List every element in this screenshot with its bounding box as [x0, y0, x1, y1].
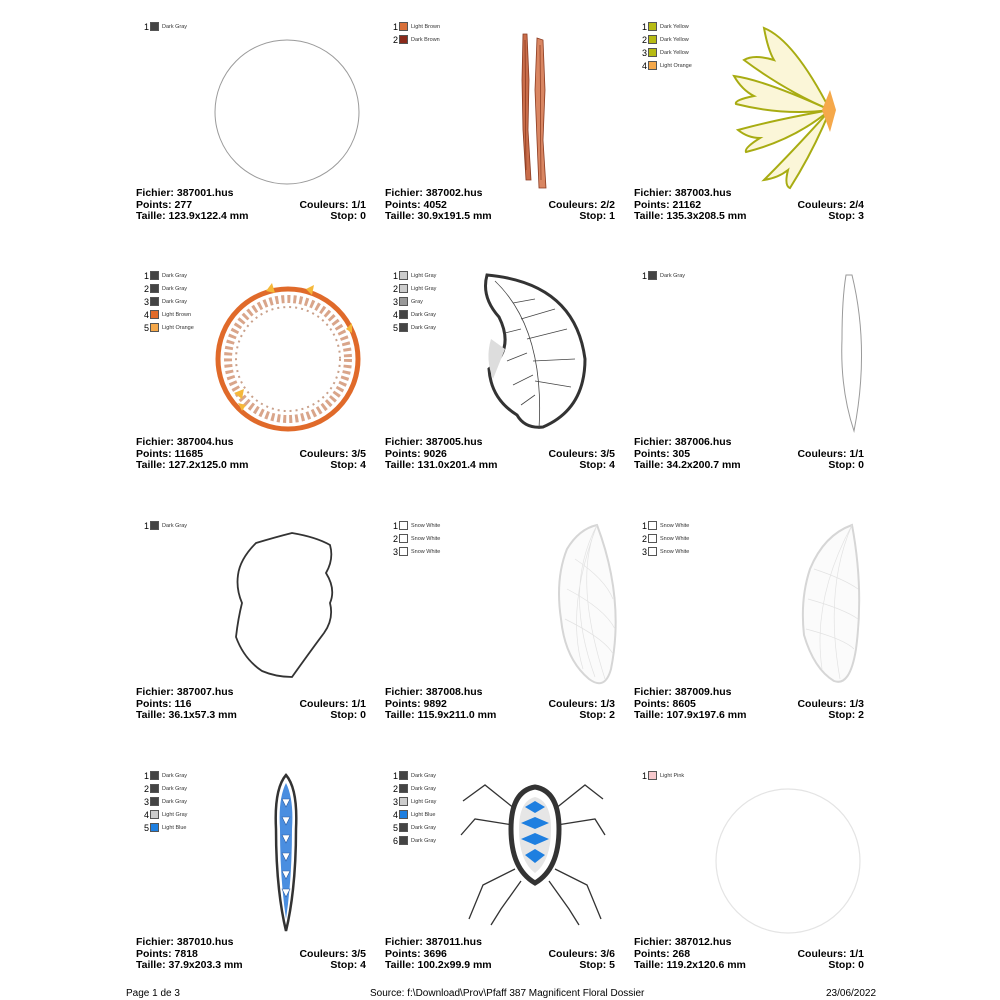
stop-count: Stop: 2: [579, 709, 615, 721]
thread-swatch: [648, 521, 657, 530]
palette-entry: [141, 20, 187, 33]
points-count: Points: 9026: [385, 447, 447, 460]
thread-swatch: [399, 534, 408, 543]
design-info: [385, 437, 615, 472]
palette-number: 1: [392, 770, 398, 781]
palette-entry: [390, 532, 440, 545]
colours-count: Couleurs: 1/1: [797, 447, 864, 460]
thread-name: Light Gray: [411, 285, 437, 292]
thread-name: Snow White: [411, 535, 441, 542]
thread-name: Light Blue: [411, 811, 436, 818]
design-cell-387007: [136, 509, 376, 749]
stop-count: Stop: 0: [330, 709, 366, 721]
thread-name: Dark Gray: [411, 324, 437, 331]
pale-circle-outline-design: [704, 769, 874, 939]
file-name: Fichier: 387006.hus: [634, 436, 732, 448]
points-count: Points: 9892: [385, 697, 447, 710]
palette-number: 2: [143, 283, 149, 294]
points-count: Points: 4052: [385, 198, 447, 211]
thread-name: Light Gray: [162, 811, 188, 818]
colours-count: Couleurs: 3/5: [299, 947, 366, 960]
thread-swatch: [150, 771, 159, 780]
thread-swatch: [399, 836, 408, 845]
thread-palette: [390, 20, 440, 46]
thread-palette: [141, 269, 194, 334]
stop-count: Stop: 4: [330, 459, 366, 471]
file-name: Fichier: 387010.hus: [136, 936, 234, 948]
palette-entry: [390, 834, 436, 847]
palette-number: 2: [392, 783, 398, 794]
palette-entry: [141, 295, 194, 308]
palette-entry: [141, 282, 194, 295]
points-count: Points: 11685: [136, 447, 204, 460]
palette-entry: [141, 795, 187, 808]
thread-swatch: [150, 271, 159, 280]
thread-swatch: [648, 547, 657, 556]
design-size: Taille: 100.2x99.9 mm: [385, 959, 492, 971]
points-count: Points: 305: [634, 447, 691, 460]
design-info: [385, 937, 615, 972]
palette-number: 4: [143, 809, 149, 820]
palette-number: 3: [392, 546, 398, 557]
file-name: Fichier: 387009.hus: [634, 686, 732, 698]
thread-swatch: [399, 271, 408, 280]
thread-name: Dark Gray: [162, 298, 188, 305]
palette-number: 5: [143, 322, 149, 333]
palette-number: 3: [143, 296, 149, 307]
thread-swatch: [150, 22, 159, 31]
thread-palette: [141, 769, 187, 834]
palette-entry: [390, 20, 440, 33]
thread-swatch: [648, 771, 657, 780]
file-name: Fichier: 387011.hus: [385, 936, 482, 948]
colours-count: Couleurs: 2/2: [548, 198, 615, 211]
design-cell-387004: [136, 259, 376, 499]
palette-number: 4: [392, 809, 398, 820]
design-info: [634, 687, 864, 722]
design-size: Taille: 127.2x125.0 mm: [136, 459, 249, 471]
design-cell-387012: [634, 759, 877, 999]
palette-number: 2: [392, 283, 398, 294]
thread-swatch: [399, 323, 408, 332]
wing-design-right: [704, 519, 874, 689]
design-size: Taille: 119.2x120.6 mm: [634, 959, 746, 971]
thread-name: Dark Gray: [162, 285, 188, 292]
palette-number: 2: [641, 34, 647, 45]
thread-swatch: [399, 297, 408, 306]
colours-count: Couleurs: 1/1: [299, 697, 366, 710]
thread-palette: [639, 20, 692, 72]
stop-count: Stop: 5: [579, 959, 615, 971]
palette-entry: [639, 769, 684, 782]
palette-entry: [639, 59, 692, 72]
palette-entry: [639, 545, 689, 558]
design-info: [385, 188, 615, 223]
thread-name: Dark Gray: [162, 798, 188, 805]
thread-swatch: [150, 810, 159, 819]
palette-entry: [141, 519, 187, 532]
design-cell-387005: [385, 259, 625, 499]
thread-palette: [639, 269, 685, 282]
thread-name: Snow White: [660, 522, 690, 529]
palette-entry: [141, 269, 194, 282]
design-info: [634, 437, 864, 472]
colours-count: Couleurs: 3/5: [548, 447, 615, 460]
design-info: [634, 937, 864, 972]
palette-number: 3: [641, 47, 647, 58]
palette-entry: [639, 33, 692, 46]
palette-number: 2: [392, 533, 398, 544]
palette-number: 5: [143, 822, 149, 833]
source-path: Source: f:\Download\Prov\Pfaff 387 Magnificent Floral Dossier: [370, 988, 645, 999]
thread-name: Dark Gray: [411, 785, 437, 792]
palette-number: 1: [641, 770, 647, 781]
thread-swatch: [648, 61, 657, 70]
thread-name: Snow White: [660, 548, 690, 555]
palette-number: 2: [143, 783, 149, 794]
palette-number: 1: [143, 21, 149, 32]
palette-entry: [639, 46, 692, 59]
palette-entry: [141, 769, 187, 782]
colours-count: Couleurs: 1/1: [797, 947, 864, 960]
file-name: Fichier: 387001.hus: [136, 187, 234, 199]
thread-swatch: [399, 521, 408, 530]
thread-palette: [639, 769, 684, 782]
thread-name: Dark Yellow: [660, 36, 689, 43]
palette-entry: [639, 532, 689, 545]
circle-outline-design: [206, 20, 376, 190]
stop-count: Stop: 0: [828, 959, 864, 971]
thread-name: Light Brown: [162, 311, 192, 318]
thread-swatch: [648, 534, 657, 543]
palette-number: 1: [143, 520, 149, 531]
design-size: Taille: 131.0x201.4 mm: [385, 459, 498, 471]
palette-number: 3: [143, 796, 149, 807]
thread-swatch: [648, 35, 657, 44]
palette-number: 3: [392, 296, 398, 307]
thread-swatch: [399, 284, 408, 293]
points-count: Points: 21162: [634, 198, 702, 211]
petal-fan-design: [704, 20, 874, 190]
palette-entry: [390, 795, 436, 808]
thread-swatch: [399, 784, 408, 793]
design-cell-387010: [136, 759, 376, 999]
thread-swatch: [150, 284, 159, 293]
thread-swatch: [648, 22, 657, 31]
file-name: Fichier: 387004.hus: [136, 436, 234, 448]
bud-outline-design: [206, 519, 376, 689]
stop-count: Stop: 3: [828, 210, 864, 222]
floral-wreath-design: [206, 269, 376, 439]
narrow-leaf-outline-design: [704, 269, 874, 439]
thread-name: Dark Brown: [411, 36, 440, 43]
palette-number: 5: [392, 322, 398, 333]
thread-name: Dark Gray: [162, 772, 188, 779]
thread-name: Light Blue: [162, 824, 187, 831]
thread-palette: [390, 269, 436, 334]
insect-body-design: [206, 769, 376, 939]
stop-count: Stop: 0: [330, 210, 366, 222]
thread-swatch: [150, 797, 159, 806]
leaf-design: [455, 269, 625, 439]
thread-name: Dark Gray: [162, 785, 188, 792]
design-size: Taille: 135.3x208.5 mm: [634, 210, 747, 222]
thread-swatch: [399, 22, 408, 31]
palette-number: 2: [392, 34, 398, 45]
file-name: Fichier: 387003.hus: [634, 187, 732, 199]
design-size: Taille: 37.9x203.3 mm: [136, 959, 243, 971]
thread-swatch: [399, 797, 408, 806]
file-name: Fichier: 387007.hus: [136, 686, 234, 698]
design-size: Taille: 30.9x191.5 mm: [385, 210, 492, 222]
thread-swatch: [399, 35, 408, 44]
design-info: [385, 687, 615, 722]
palette-number: 1: [392, 520, 398, 531]
thread-name: Snow White: [411, 522, 441, 529]
stop-count: Stop: 0: [828, 459, 864, 471]
points-count: Points: 268: [634, 947, 691, 960]
design-info: [634, 188, 864, 223]
thread-name: Dark Yellow: [660, 23, 689, 30]
print-date: 23/06/2022: [826, 988, 877, 999]
thread-palette: [639, 519, 689, 558]
design-info: [136, 937, 366, 972]
file-name: Fichier: 387005.hus: [385, 436, 483, 448]
thread-name: Dark Gray: [411, 311, 437, 318]
thread-name: Dark Gray: [411, 772, 437, 779]
thread-name: Dark Gray: [411, 837, 437, 844]
thread-name: Light Pink: [660, 772, 685, 779]
thread-palette: [141, 519, 187, 532]
thread-swatch: [150, 521, 159, 530]
palette-entry: [639, 519, 689, 532]
palette-entry: [390, 821, 436, 834]
thread-name: Dark Gray: [162, 522, 188, 529]
thread-swatch: [150, 823, 159, 832]
palette-number: 1: [143, 270, 149, 281]
points-count: Points: 116: [136, 697, 192, 710]
thread-swatch: [399, 823, 408, 832]
thread-swatch: [648, 271, 657, 280]
palette-entry: [639, 269, 685, 282]
design-size: Taille: 36.1x57.3 mm: [136, 709, 237, 721]
file-name: Fichier: 387002.hus: [385, 187, 483, 199]
palette-number: 4: [392, 309, 398, 320]
palette-entry: [141, 308, 194, 321]
file-name: Fichier: 387008.hus: [385, 686, 483, 698]
thread-name: Dark Gray: [162, 272, 188, 279]
palette-entry: [390, 519, 440, 532]
design-size: Taille: 34.2x200.7 mm: [634, 459, 741, 471]
thread-swatch: [150, 784, 159, 793]
palette-entry: [390, 769, 436, 782]
colours-count: Couleurs: 1/3: [548, 697, 615, 710]
thread-name: Light Orange: [660, 62, 692, 69]
palette-number: 3: [641, 546, 647, 557]
thread-swatch: [399, 310, 408, 319]
thread-name: Dark Gray: [162, 23, 188, 30]
palette-number: 3: [392, 796, 398, 807]
palette-entry: [390, 545, 440, 558]
design-cell-387003: [634, 10, 874, 250]
palette-number: 1: [392, 270, 398, 281]
wing-design-left: [455, 519, 625, 689]
palette-number: 4: [641, 60, 647, 71]
colours-count: Couleurs: 3/5: [299, 447, 366, 460]
stop-count: Stop: 2: [828, 709, 864, 721]
palette-entry: [390, 295, 436, 308]
thread-name: Dark Yellow: [660, 49, 689, 56]
stop-count: Stop: 1: [579, 210, 615, 222]
thread-palette: [390, 769, 436, 847]
thread-name: Light Gray: [411, 798, 437, 805]
file-name: Fichier: 387012.hus: [634, 936, 732, 948]
design-size: Taille: 115.9x211.0 mm: [385, 709, 497, 721]
thread-name: Snow White: [660, 535, 690, 542]
thread-swatch: [648, 48, 657, 57]
palette-number: 1: [641, 21, 647, 32]
palette-entry: [390, 33, 440, 46]
design-cell-387002: [385, 10, 625, 250]
palette-entry: [390, 269, 436, 282]
thread-name: Light Orange: [162, 324, 194, 331]
design-size: Taille: 107.9x197.6 mm: [634, 709, 747, 721]
palette-entry: [390, 321, 436, 334]
colours-count: Couleurs: 1/1: [299, 198, 366, 211]
design-cell-387009: [634, 509, 874, 749]
thread-palette: [390, 519, 440, 558]
palette-number: 2: [641, 533, 647, 544]
thread-swatch: [150, 297, 159, 306]
points-count: Points: 7818: [136, 947, 198, 960]
design-info: [136, 687, 366, 722]
stop-count: Stop: 4: [579, 459, 615, 471]
beetle-design: [455, 769, 625, 939]
points-count: Points: 277: [136, 198, 193, 211]
points-count: Points: 3696: [385, 947, 447, 960]
palette-number: 1: [641, 270, 647, 281]
palette-entry: [141, 782, 187, 795]
points-count: Points: 8605: [634, 697, 696, 710]
thread-swatch: [150, 323, 159, 332]
palette-entry: [141, 808, 187, 821]
palette-number: 4: [143, 309, 149, 320]
thread-name: Gray: [411, 298, 423, 305]
colours-count: Couleurs: 1/3: [797, 697, 864, 710]
thread-name: Dark Gray: [411, 824, 437, 831]
stop-count: Stop: 4: [330, 959, 366, 971]
palette-entry: [639, 20, 692, 33]
thread-swatch: [399, 810, 408, 819]
page-number: Page 1 de 3: [126, 988, 180, 999]
colours-count: Couleurs: 2/4: [797, 198, 864, 211]
design-cell-387001: [136, 10, 376, 250]
design-info: [136, 437, 366, 472]
palette-number: 1: [641, 520, 647, 531]
design-cell-387008: [385, 509, 625, 749]
palette-number: 1: [392, 21, 398, 32]
palette-number: 1: [143, 770, 149, 781]
palette-number: 6: [392, 835, 398, 846]
palette-entry: [390, 282, 436, 295]
thread-name: Snow White: [411, 548, 441, 555]
thread-swatch: [399, 547, 408, 556]
palette-number: 5: [392, 822, 398, 833]
design-info: [136, 188, 366, 223]
palette-entry: [390, 808, 436, 821]
thread-name: Light Brown: [411, 23, 441, 30]
design-size: Taille: 123.9x122.4 mm: [136, 210, 249, 222]
thread-palette: [141, 20, 187, 33]
palette-entry: [390, 308, 436, 321]
palette-entry: [390, 782, 436, 795]
design-cell-387011: [385, 759, 625, 999]
thread-swatch: [150, 310, 159, 319]
colours-count: Couleurs: 3/6: [548, 947, 615, 960]
thread-name: Light Gray: [411, 272, 437, 279]
palette-entry: [141, 321, 194, 334]
design-cell-387006: [634, 259, 874, 499]
thread-name: Dark Gray: [660, 272, 686, 279]
thread-swatch: [399, 771, 408, 780]
palette-entry: [141, 821, 187, 834]
bark-twigs-design: [455, 20, 625, 190]
